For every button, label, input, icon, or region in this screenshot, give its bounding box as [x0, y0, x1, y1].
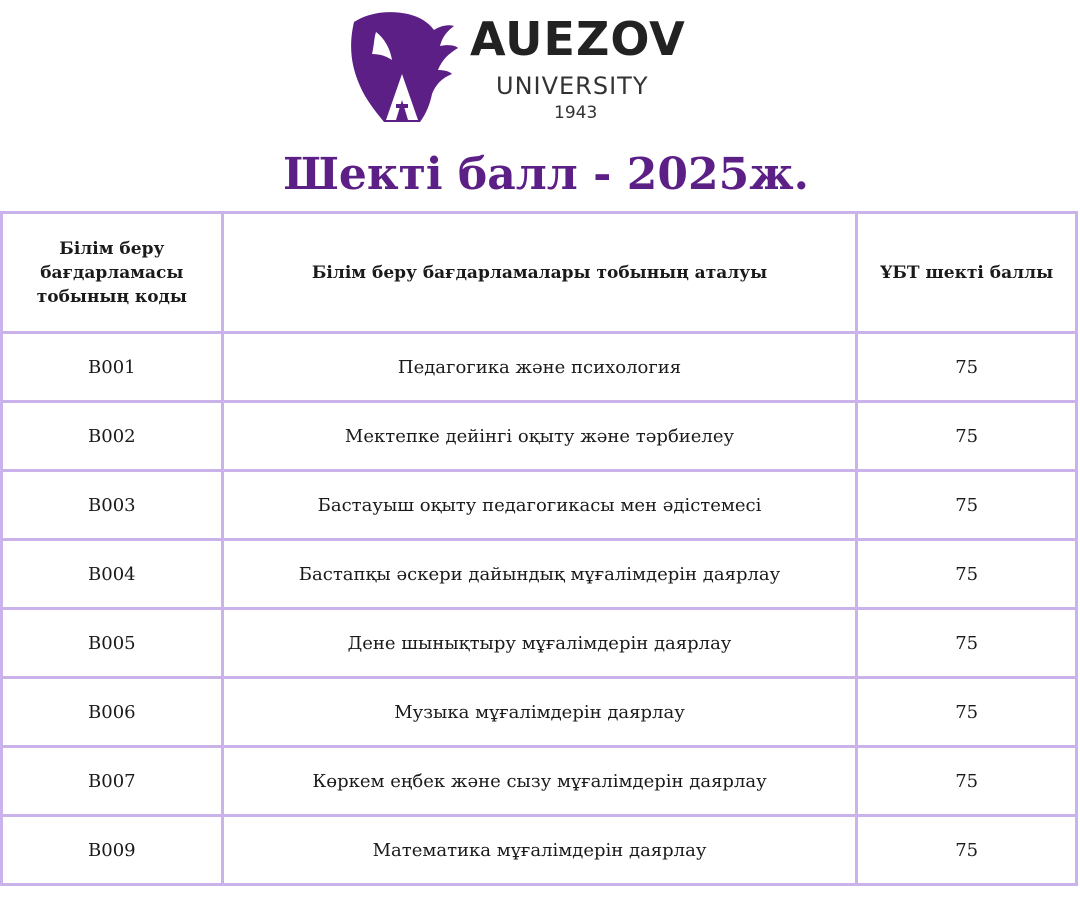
table-row	[2, 678, 1077, 747]
auezov-wing-logo-icon	[346, 8, 458, 126]
program-name-cell: Бастауыш оқыту педагогикасы мен әдістемесі	[222, 471, 857, 540]
program-name-cell: Көркем еңбек және сызу мұғалімдерін даярлау	[222, 747, 857, 816]
table-row	[2, 540, 1077, 609]
program-code-cell: B005	[2, 609, 223, 678]
threshold-score-cell: 75	[857, 333, 1077, 402]
program-name-cell: Бастапқы әскери дайындық мұғалімдерін даярлау	[222, 540, 857, 609]
header-program-name: Білім беру бағдарламалары тобының аталуы	[222, 213, 857, 333]
university-logo	[346, 8, 686, 128]
threshold-score-cell: 75	[857, 678, 1077, 747]
table-header-row	[2, 213, 1077, 333]
header-threshold-score: ҰБТ шекті баллы	[857, 213, 1077, 333]
program-code-cell: B007	[2, 747, 223, 816]
score-table	[0, 211, 1078, 886]
threshold-score-cell: 75	[857, 471, 1077, 540]
program-code-cell: B001	[2, 333, 223, 402]
program-code-cell: B006	[2, 678, 223, 747]
brand-year: 1943	[554, 103, 598, 123]
program-name-cell: Музыка мұғалімдерін даярлау	[222, 678, 857, 747]
table-row	[2, 609, 1077, 678]
page-title: Шекті балл - 2025ж.	[283, 149, 809, 200]
header-program-code: Білім беру бағдарламасы тобының коды	[2, 213, 223, 333]
program-name-cell: Педагогика және психология	[222, 333, 857, 402]
program-name-cell: Дене шынықтыру мұғалімдерін даярлау	[222, 609, 857, 678]
program-code-cell: B009	[2, 816, 223, 885]
program-name-cell: Математика мұғалімдерін даярлау	[222, 816, 857, 885]
table-row	[2, 402, 1077, 471]
program-code-cell: B003	[2, 471, 223, 540]
program-code-cell: B004	[2, 540, 223, 609]
table-row	[2, 816, 1077, 885]
table-row	[2, 747, 1077, 816]
table-row	[2, 471, 1077, 540]
table-row	[2, 333, 1077, 402]
threshold-score-cell: 75	[857, 747, 1077, 816]
brand-subtitle: UNIVERSITY	[496, 72, 649, 100]
threshold-score-cell: 75	[857, 609, 1077, 678]
threshold-score-cell: 75	[857, 816, 1077, 885]
threshold-score-cell: 75	[857, 402, 1077, 471]
threshold-score-cell: 75	[857, 540, 1077, 609]
program-name-cell: Мектепке дейінгі оқыту және тәрбиелеу	[222, 402, 857, 471]
program-code-cell: B002	[2, 402, 223, 471]
brand-name: AUEZOV	[470, 12, 686, 66]
